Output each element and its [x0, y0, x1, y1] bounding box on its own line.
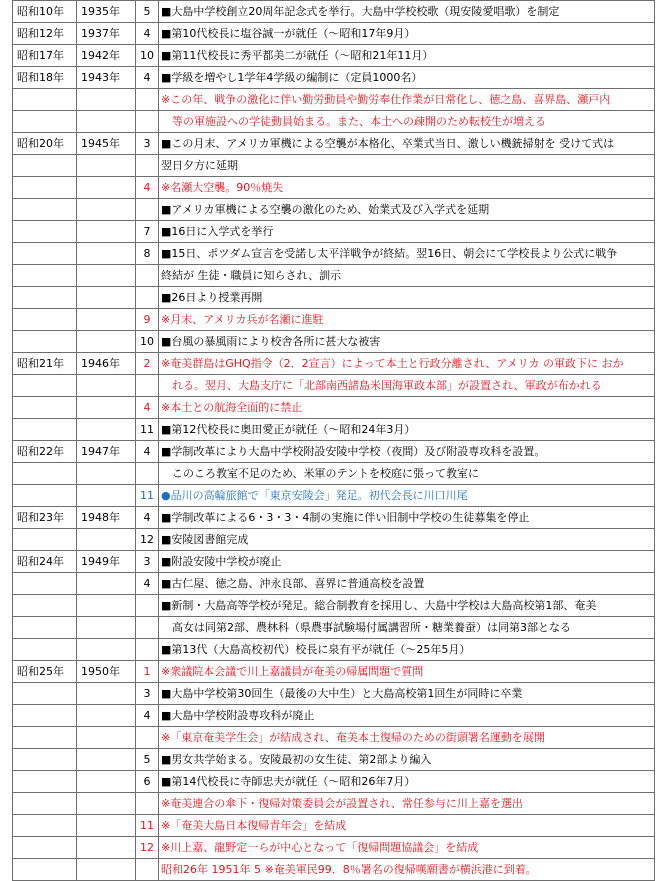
era-year-cell: [13, 771, 77, 793]
table-row: [13, 287, 655, 309]
event-cell: 等の軍施設への学徒動員始まる。また、本土への疎開のため転校生が増える: [159, 111, 655, 133]
western-year-cell: [77, 287, 136, 309]
table-row: [13, 1, 655, 23]
era-year-cell: [13, 221, 77, 243]
event-cell: ■アメリカ軍機による空襲の激化のため、始業式及び入学式を延期: [159, 199, 655, 221]
western-year-cell: 1935年: [77, 1, 136, 23]
table-row: [13, 771, 655, 793]
month-cell: 10: [136, 45, 159, 67]
western-year-cell: [77, 859, 136, 881]
history-table-body: [13, 1, 655, 881]
era-year-cell: [13, 837, 77, 859]
era-year-cell: [13, 727, 77, 749]
month-cell: 10: [136, 331, 159, 353]
era-year-cell: [13, 617, 77, 639]
event-cell: ■第13代（大島高校初代）校長に泉有平が就任（～25年5月）: [159, 639, 655, 661]
month-cell: [136, 727, 159, 749]
table-row: [13, 155, 655, 177]
event-cell: 終結が 生徒・職員に知らされ、訓示: [159, 265, 655, 287]
table-row: [13, 45, 655, 67]
era-year-cell: [13, 859, 77, 881]
month-cell: 4: [136, 177, 159, 199]
month-cell: [136, 793, 159, 815]
era-year-cell: [13, 683, 77, 705]
western-year-cell: 1946年: [77, 353, 136, 375]
western-year-cell: [77, 397, 136, 419]
event-cell: ■第10代校長に塩谷誠一が就任（～昭和17年9月）: [159, 23, 655, 45]
event-cell: このころ教室不足のため、米軍のテントを校庭に張って教室に: [159, 463, 655, 485]
event-cell: れる。翌月、大島支庁に「北部南西諸島米国海軍政本部」が設置され、軍政が布かれる: [159, 375, 655, 397]
table-row: [13, 705, 655, 727]
month-cell: 3: [136, 551, 159, 573]
era-year-cell: [13, 177, 77, 199]
month-cell: 9: [136, 309, 159, 331]
event-cell: ※川上嘉、龍野定一らが中心となって「復帰問題協議会」を結成: [159, 837, 655, 859]
event-cell: ※「奄美大島日本復帰青年会」を結成: [159, 815, 655, 837]
western-year-cell: 1945年: [77, 133, 136, 155]
month-cell: 6: [136, 771, 159, 793]
month-cell: [136, 199, 159, 221]
era-year-cell: [13, 463, 77, 485]
event-cell: ※「東京奄美学生会」が結成され、奄美本土復帰のための街頭署名運動を展開: [159, 727, 655, 749]
western-year-cell: [77, 331, 136, 353]
western-year-cell: [77, 793, 136, 815]
western-year-cell: [77, 111, 136, 133]
era-year-cell: 昭和25年: [13, 661, 77, 683]
western-year-cell: [77, 265, 136, 287]
table-row: [13, 661, 655, 683]
western-year-cell: [77, 243, 136, 265]
event-cell: ■台風の暴風雨により校舎各所に甚大な被害: [159, 331, 655, 353]
month-cell: [136, 287, 159, 309]
month-cell: 7: [136, 221, 159, 243]
month-cell: 4: [136, 573, 159, 595]
month-cell: 5: [136, 1, 159, 23]
event-cell: ■26日より授業再開: [159, 287, 655, 309]
table-row: [13, 463, 655, 485]
era-year-cell: [13, 419, 77, 441]
history-table: [12, 0, 655, 881]
month-cell: [136, 639, 159, 661]
month-cell: [136, 265, 159, 287]
western-year-cell: [77, 595, 136, 617]
table-row: [13, 617, 655, 639]
era-year-cell: [13, 485, 77, 507]
month-cell: [136, 859, 159, 881]
era-year-cell: [13, 309, 77, 331]
western-year-cell: 1942年: [77, 45, 136, 67]
event-cell: ※衆議院本会議で川上嘉議員が奄美の帰属問題で質問: [159, 661, 655, 683]
event-cell: ■学級を増やし1学年4学級の編制に（定員1000名）: [159, 67, 655, 89]
event-cell: 高女は同第2部、農林科（県農事試験場付属講習所・糖業養蚕）は同第3部となる: [159, 617, 655, 639]
western-year-cell: [77, 705, 136, 727]
event-cell: ●品川の高輪旅館で「東京安陵会」発足。初代会長に川口川尾: [159, 485, 655, 507]
western-year-cell: [77, 749, 136, 771]
western-year-cell: [77, 815, 136, 837]
table-row: [13, 837, 655, 859]
table-row: [13, 595, 655, 617]
month-cell: 1: [136, 661, 159, 683]
month-cell: [136, 111, 159, 133]
month-cell: 4: [136, 397, 159, 419]
event-cell: ■第11代校長に秀平都美二が就任（～昭和21年11月）: [159, 45, 655, 67]
western-year-cell: [77, 221, 136, 243]
era-year-cell: [13, 573, 77, 595]
era-year-cell: [13, 529, 77, 551]
table-row: [13, 551, 655, 573]
event-cell: ※この年、戦争の激化に伴い勤労動員や勤労奉仕作業が日常化し、徳之島、喜界島、瀬戸内: [159, 89, 655, 111]
western-year-cell: [77, 309, 136, 331]
western-year-cell: [77, 463, 136, 485]
era-year-cell: [13, 793, 77, 815]
month-cell: 8: [136, 243, 159, 265]
western-year-cell: 1947年: [77, 441, 136, 463]
month-cell: 3: [136, 133, 159, 155]
western-year-cell: [77, 177, 136, 199]
month-cell: 4: [136, 67, 159, 89]
month-cell: 3: [136, 683, 159, 705]
event-cell: ※奄美群島はGHQ指令（2．2宣言）によって本土と行政分離され、アメリカ の軍政下に おか: [159, 353, 655, 375]
event-cell: ■男女共学始まる。安陵最初の女生徒、第2部より編入: [159, 749, 655, 771]
era-year-cell: 昭和12年: [13, 23, 77, 45]
western-year-cell: [77, 485, 136, 507]
event-cell: ■第14代校長に寺師忠夫が就任（～昭和26年7月）: [159, 771, 655, 793]
era-year-cell: 昭和24年: [13, 551, 77, 573]
table-row: [13, 221, 655, 243]
era-year-cell: 昭和17年: [13, 45, 77, 67]
era-year-cell: 昭和23年: [13, 507, 77, 529]
western-year-cell: 1937年: [77, 23, 136, 45]
month-cell: 4: [136, 23, 159, 45]
month-cell: 4: [136, 441, 159, 463]
era-year-cell: [13, 705, 77, 727]
table-row: [13, 397, 655, 419]
western-year-cell: [77, 639, 136, 661]
table-row: [13, 529, 655, 551]
month-cell: [136, 595, 159, 617]
western-year-cell: [77, 683, 136, 705]
western-year-cell: 1950年: [77, 661, 136, 683]
event-cell: ■大島中学校創立20周年記念式を挙行。大島中学校校歌（現安陵愛唱歌）を制定: [159, 1, 655, 23]
table-row: [13, 67, 655, 89]
western-year-cell: [77, 419, 136, 441]
event-cell: ■安陵図書館完成: [159, 529, 655, 551]
table-row: [13, 177, 655, 199]
month-cell: [136, 463, 159, 485]
table-row: [13, 727, 655, 749]
event-cell: ※本土との航海全面的に禁止: [159, 397, 655, 419]
era-year-cell: [13, 287, 77, 309]
era-year-cell: [13, 243, 77, 265]
western-year-cell: 1943年: [77, 67, 136, 89]
era-year-cell: [13, 639, 77, 661]
western-year-cell: [77, 837, 136, 859]
era-year-cell: [13, 89, 77, 111]
western-year-cell: [77, 199, 136, 221]
era-year-cell: [13, 375, 77, 397]
western-year-cell: 1948年: [77, 507, 136, 529]
table-row: [13, 243, 655, 265]
era-year-cell: [13, 111, 77, 133]
era-year-cell: 昭和21年: [13, 353, 77, 375]
month-cell: 12: [136, 837, 159, 859]
era-year-cell: [13, 265, 77, 287]
event-cell: ■第12代校長に奥田愛正が就任（～昭和24年3月）: [159, 419, 655, 441]
event-cell: 昭和26年 1951年 5 ※奄美軍民99．8％署名の復帰嘆願書が横浜港に到着。: [159, 859, 655, 881]
table-row: [13, 419, 655, 441]
table-row: [13, 23, 655, 45]
event-cell: ■16日に入学式を挙行: [159, 221, 655, 243]
era-year-cell: [13, 815, 77, 837]
table-row: [13, 375, 655, 397]
western-year-cell: [77, 89, 136, 111]
month-cell: 11: [136, 485, 159, 507]
table-row: [13, 89, 655, 111]
month-cell: [136, 375, 159, 397]
western-year-cell: 1949年: [77, 551, 136, 573]
western-year-cell: [77, 375, 136, 397]
table-row: [13, 485, 655, 507]
event-cell: ■この月末、アメリカ軍機による空襲が本格化、卒業式当日、激しい機銃掃射を 受けて式は: [159, 133, 655, 155]
western-year-cell: [77, 617, 136, 639]
event-cell: ■15日、ポツダム宣言を受諾し太平洋戦争が終結。翌16日、朝会にて学校長より公式に戦争: [159, 243, 655, 265]
event-cell: ■附設安陵中学校が廃止: [159, 551, 655, 573]
table-row: [13, 793, 655, 815]
event-cell: ※名瀬大空襲。90％焼失: [159, 177, 655, 199]
table-row: [13, 639, 655, 661]
month-cell: [136, 89, 159, 111]
western-year-cell: [77, 155, 136, 177]
era-year-cell: [13, 199, 77, 221]
era-year-cell: [13, 331, 77, 353]
month-cell: 11: [136, 419, 159, 441]
month-cell: 12: [136, 529, 159, 551]
month-cell: [136, 155, 159, 177]
table-row: [13, 133, 655, 155]
western-year-cell: [77, 573, 136, 595]
table-row: [13, 859, 655, 881]
table-row: [13, 309, 655, 331]
month-cell: 4: [136, 507, 159, 529]
era-year-cell: 昭和20年: [13, 133, 77, 155]
table-row: [13, 507, 655, 529]
era-year-cell: [13, 397, 77, 419]
table-row: [13, 441, 655, 463]
era-year-cell: 昭和22年: [13, 441, 77, 463]
event-cell: ■大島中学校第30回生（最後の大中生）と大島高校第1回生が同時に卒業: [159, 683, 655, 705]
western-year-cell: [77, 771, 136, 793]
event-cell: ■学制改革による6・3・3・4制の実施に伴い旧制中学校の生徒募集を停止: [159, 507, 655, 529]
table-row: [13, 331, 655, 353]
western-year-cell: [77, 727, 136, 749]
month-cell: [136, 617, 159, 639]
era-year-cell: [13, 749, 77, 771]
era-year-cell: 昭和18年: [13, 67, 77, 89]
table-row: [13, 353, 655, 375]
western-year-cell: [77, 529, 136, 551]
event-cell: ※月末、アメリカ兵が名瀬に進駐: [159, 309, 655, 331]
table-row: [13, 573, 655, 595]
event-cell: ※奄美連合の傘下・復帰対策委員会が設置され、常任参与に川上嘉を選出: [159, 793, 655, 815]
table-row: [13, 265, 655, 287]
table-row: [13, 749, 655, 771]
event-cell: ■大島中学校附設専攻科が廃止: [159, 705, 655, 727]
month-cell: 4: [136, 705, 159, 727]
month-cell: 11: [136, 815, 159, 837]
event-cell: ■学制改革により大島中学校附設安陵中学校（夜間）及び附設専攻科を設置。: [159, 441, 655, 463]
era-year-cell: [13, 595, 77, 617]
era-year-cell: 昭和10年: [13, 1, 77, 23]
table-row: [13, 815, 655, 837]
era-year-cell: [13, 155, 77, 177]
event-cell: 翌日夕方に延期: [159, 155, 655, 177]
table-row: [13, 683, 655, 705]
month-cell: 2: [136, 353, 159, 375]
month-cell: 5: [136, 749, 159, 771]
table-row: [13, 111, 655, 133]
event-cell: ■新制・大島高等学校が発足。総合制教育を採用し、大島中学校は大島高校第1部、奄美: [159, 595, 655, 617]
table-row: [13, 199, 655, 221]
event-cell: ■古仁屋、徳之島、沖永良部、喜界に普通高校を設置: [159, 573, 655, 595]
